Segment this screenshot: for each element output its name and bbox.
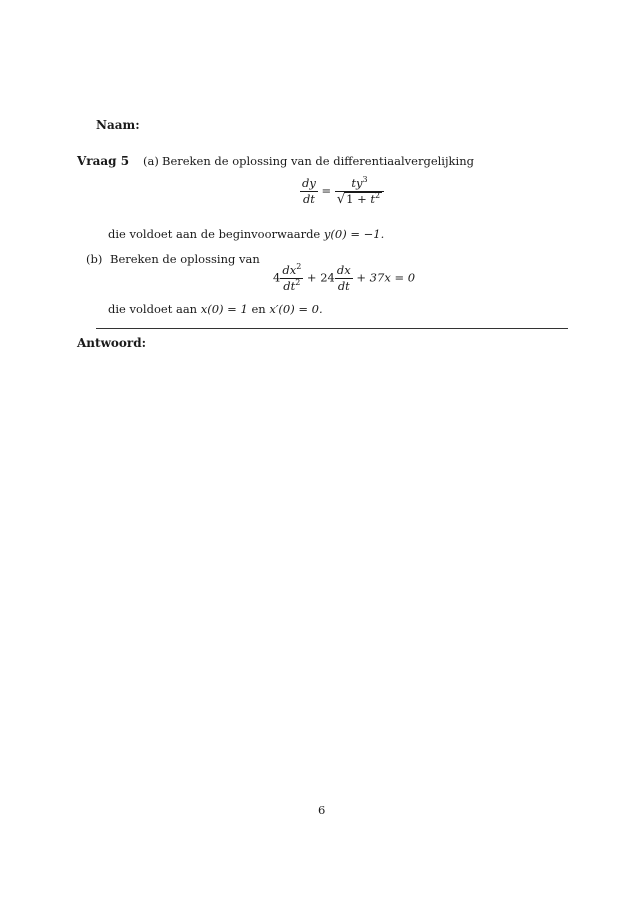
lhs-fraction [300, 176, 318, 207]
part-b-condition [108, 302, 323, 316]
name-label: Naam: [96, 118, 140, 132]
frac1-den-base: dt [283, 279, 296, 293]
plus-24: + 24 [303, 270, 335, 285]
part-b-condition-text-1: die voldoet aan [108, 302, 201, 316]
part-b-label: (b) [86, 252, 103, 266]
part-b-condition-text-2: en [247, 302, 270, 316]
part-b-condition-math-2: x′(0) = 0. [269, 302, 323, 316]
page-number: 6 [318, 803, 326, 817]
answer-label: Antwoord: [77, 336, 147, 350]
frac2-denominator: dt [337, 279, 350, 293]
part-a-condition-text: die voldoet aan de beginvoorwaarde [108, 227, 324, 241]
sqrt-radicand [344, 192, 382, 206]
lhs-numerator: dy [302, 176, 316, 190]
frac1-denominator [280, 279, 303, 294]
rhs-num-base: ty [351, 176, 363, 190]
frac2-numerator: dx [336, 263, 351, 277]
frac1-num-base: dx [282, 263, 297, 277]
frac1-den-exponent: 2 [295, 278, 301, 288]
rhs-den-exponent: 2 [375, 191, 381, 201]
rhs-den-base: t [370, 192, 375, 206]
rhs-denominator [335, 192, 384, 207]
sqrt-icon: √ [336, 192, 346, 207]
first-derivative-fraction [335, 263, 353, 294]
second-derivative-fraction [280, 263, 303, 294]
horizontal-divider [96, 328, 568, 329]
part-a-condition [108, 227, 384, 241]
question-label: Vraag 5 [77, 154, 130, 168]
lhs-denominator: dt [302, 192, 315, 206]
equals-sign: = [321, 183, 332, 198]
part-b-condition-math-1: x(0) = 1 [200, 302, 248, 316]
part-a-condition-math: y(0) = −1. [323, 227, 385, 241]
frac1-numerator [280, 263, 303, 279]
part-a-label: (a) [143, 154, 159, 168]
part-a-text: Bereken de oplossing van de differentiaalvergelijking [162, 154, 474, 168]
differential-equation-a [300, 176, 384, 207]
equation-tail: + 37x = 0 [352, 270, 416, 285]
frac1-num-exponent: 2 [296, 262, 302, 272]
rhs-den-prefix: 1 + [346, 192, 371, 206]
differential-equation-b [273, 263, 415, 294]
rhs-numerator [335, 176, 384, 192]
part-b-text: Bereken de oplossing van [110, 252, 260, 266]
coefficient-4: 4 [273, 270, 281, 285]
rhs-fraction [335, 176, 384, 207]
rhs-num-exponent: 3 [362, 175, 368, 185]
